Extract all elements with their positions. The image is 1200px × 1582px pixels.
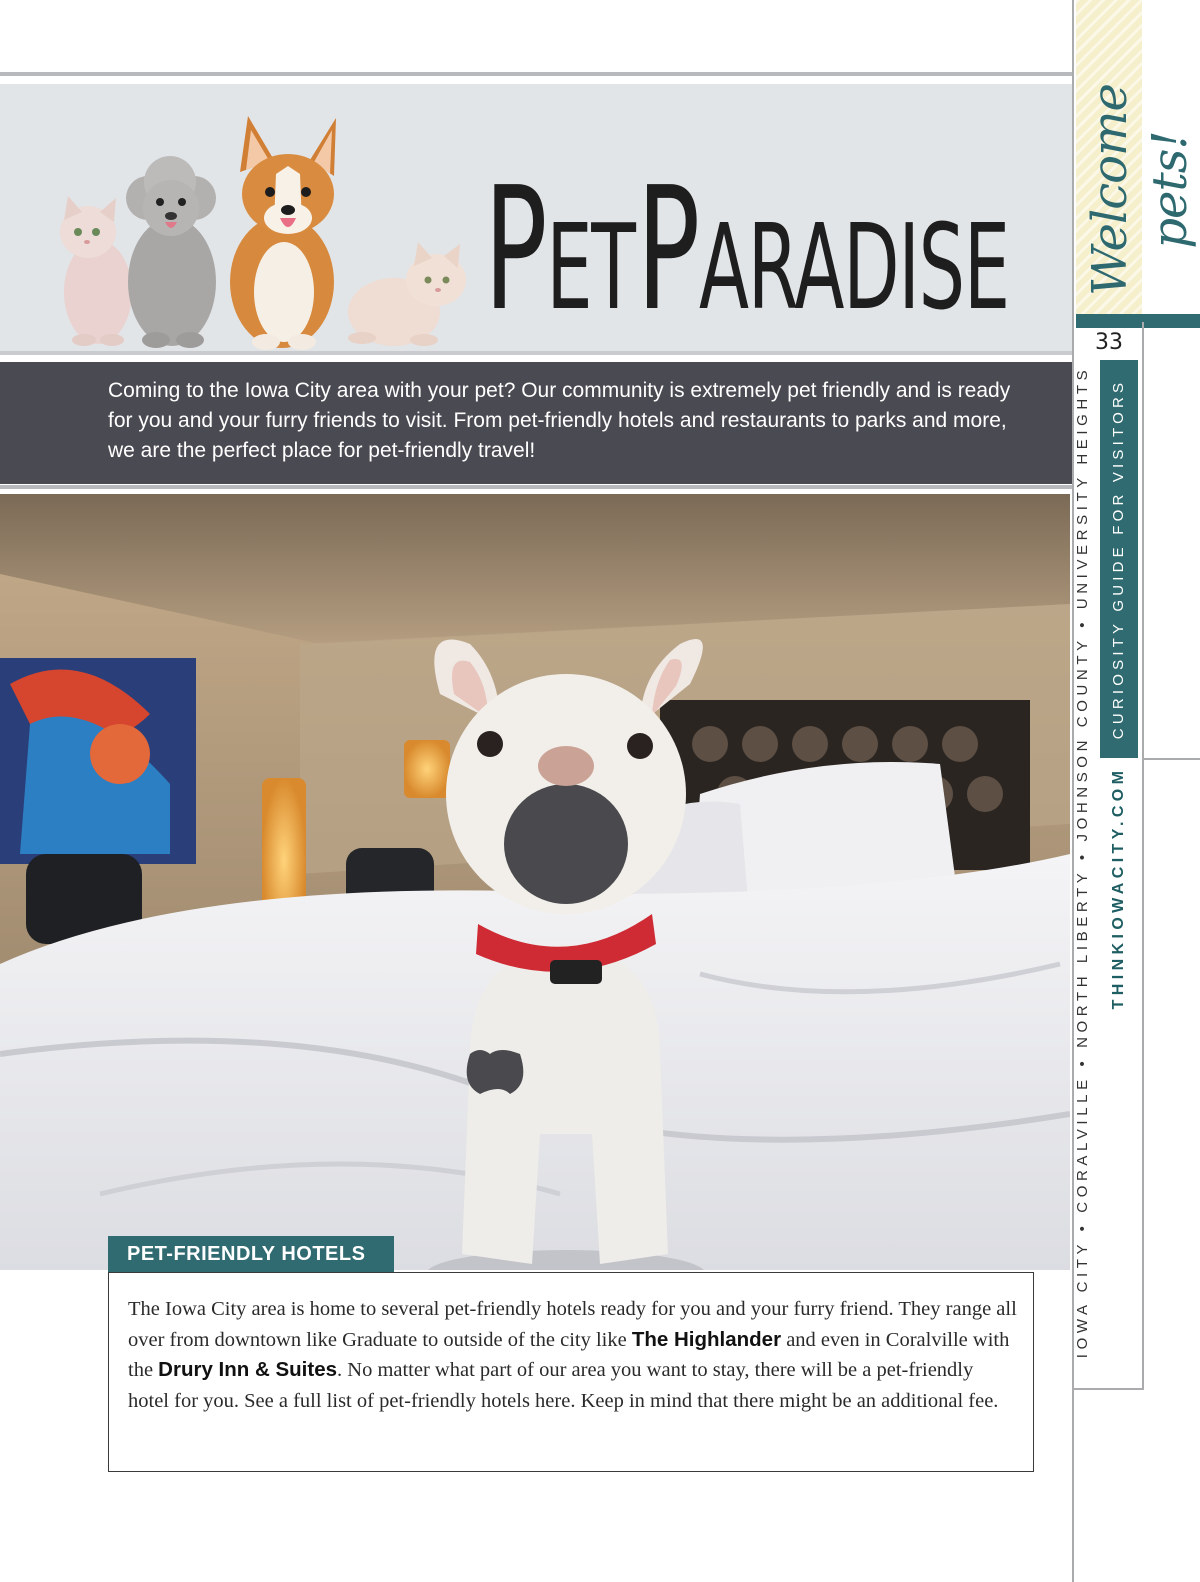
cities-list: IOWA CITY • CORALVILLE • NORTH LIBERTY • JOHNSON COUNTY • UNIVERSITY HEIGHTS [1074, 365, 1091, 1359]
corgi-figure [230, 116, 336, 350]
hotel-bed-dog-photo [0, 494, 1070, 1270]
highlander-link-text: The Highlander [631, 1327, 782, 1351]
website-url: THINKIOWACITY.COM [1110, 766, 1127, 1010]
page-tab-bar [1076, 314, 1200, 328]
sidebar-divider-inner [1142, 322, 1144, 1390]
header-bottom-rule [0, 351, 1072, 355]
page-number: 33 [1095, 330, 1123, 355]
intro-text: Coming to the Iowa City area with your pet? Our community is extremely pet friendly and is ready for you and your furry friends to visit. From pet-friendly hotels and restaurants to parks and more, we are the perfect place for pet-friendly travel! [108, 379, 1011, 462]
sidebar-divider-middle [1142, 758, 1200, 760]
top-rule [0, 72, 1072, 76]
sidebar-divider-bottom [1072, 1388, 1144, 1390]
intro-bottom-rule [0, 485, 1072, 489]
hotels-body-text: The Iowa City area is home to several pet-friendly hotels ready for you and your furry friend. They range all over from downtown like Graduate to outside of the city like The Highlander and even in Coralville with the Drury Inn & Suites. No matter what part of our area you want to stay, there will be a pet-friendly hotel for you. See a full list of pet-friendly hotels here. Keep in mind that there might be an additional fee. [128, 1298, 1017, 1412]
pets-group-image [44, 112, 474, 356]
cat-left-figure [60, 196, 132, 346]
page-title: PET PARADISE [484, 151, 1009, 349]
welcome-pets-heading: Welcome pets! [1082, 84, 1198, 296]
section-label-pet-friendly-hotels: PET-FRIENDLY HOTELS [108, 1236, 394, 1272]
poodle-figure [126, 156, 216, 348]
cat-right-figure [348, 242, 466, 346]
guide-title: CURIOSITY GUIDE FOR VISITORS [1110, 378, 1127, 740]
drury-inn-link-text: Drury Inn & Suites [158, 1358, 338, 1381]
